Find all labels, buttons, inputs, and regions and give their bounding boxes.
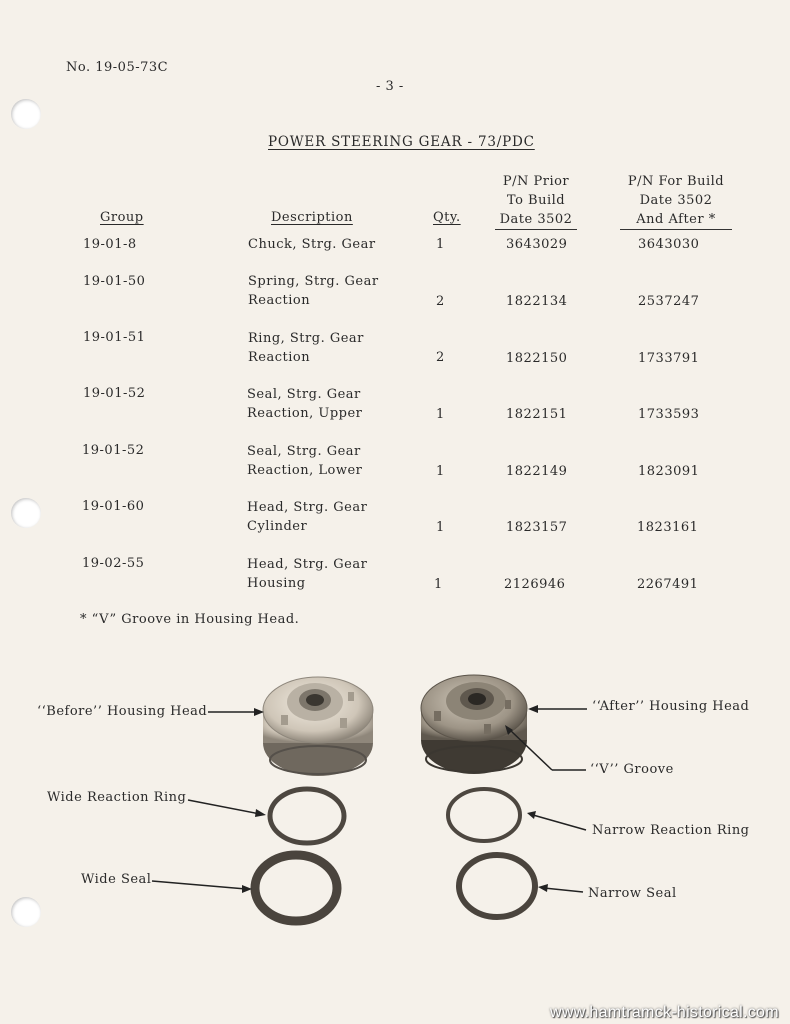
arrowhead-narrow-ring xyxy=(527,811,536,819)
cell-description-1: Ring, Strg. Gear xyxy=(248,331,364,346)
cell-group: 19-02-55 xyxy=(82,556,145,571)
cell-description-1: Head, Strg. Gear xyxy=(247,557,368,572)
cell-description-2: Reaction xyxy=(248,350,311,365)
arrow-wide-seal xyxy=(152,881,246,889)
page-number: - 3 - xyxy=(376,79,404,94)
cell-description-1: Seal, Strg. Gear xyxy=(247,444,361,459)
before-housing-head-photo xyxy=(263,677,373,776)
cell-pn-after: 3643030 xyxy=(638,237,700,252)
arrow-wide-ring xyxy=(188,800,260,814)
cell-pn-prior: 1822151 xyxy=(506,407,568,422)
cell-description-2: Housing xyxy=(247,576,306,591)
cell-description-1: Seal, Strg. Gear xyxy=(247,387,361,402)
column-header-qty: Qty. xyxy=(433,210,461,225)
table-row xyxy=(0,556,790,596)
header-after-line-3: And After * xyxy=(620,210,732,230)
arrow-narrow-ring xyxy=(533,815,586,830)
cell-group: 19-01-50 xyxy=(83,274,146,289)
header-after-line-1: P/N For Build xyxy=(627,174,725,189)
header-prior-line-2: To Build xyxy=(506,193,566,208)
cell-pn-prior: 1823157 xyxy=(506,520,568,535)
cell-pn-after: 1733791 xyxy=(638,351,700,366)
cell-pn-prior: 1822149 xyxy=(506,464,568,479)
table-row xyxy=(0,499,790,539)
watermark: www.hamtramck-historical.com xyxy=(550,1004,779,1021)
cell-pn-after: 2267491 xyxy=(637,577,699,592)
label-wide-reaction-ring: Wide Reaction Ring xyxy=(47,790,187,805)
column-header-prior xyxy=(495,172,577,230)
cell-qty: 1 xyxy=(436,464,445,479)
cell-qty: 2 xyxy=(436,294,445,309)
document-number: No. 19-05-73C xyxy=(66,60,169,75)
arrowhead-narrow-seal xyxy=(538,884,548,892)
page-title: POWER STEERING GEAR - 73/PDC xyxy=(268,134,535,150)
arrow-narrow-seal xyxy=(544,888,583,892)
cell-description-2: Cylinder xyxy=(247,519,308,534)
cell-pn-after: 1733593 xyxy=(638,407,700,422)
cell-qty: 1 xyxy=(434,577,443,592)
after-housing-head-photo xyxy=(421,675,527,774)
label-before-housing-head: ‘‘Before’’ Housing Head xyxy=(37,704,208,719)
arrowhead-wide-seal xyxy=(242,885,252,893)
cell-group: 19-01-51 xyxy=(83,330,146,345)
cell-group: 19-01-60 xyxy=(82,499,145,514)
label-v-groove: ‘‘V’’ Groove xyxy=(590,762,674,777)
column-header-group: Group xyxy=(100,210,144,225)
column-header-after xyxy=(620,172,732,230)
cell-description-2: Reaction, Lower xyxy=(247,463,363,478)
table-row xyxy=(0,237,790,277)
arrowhead-after-head xyxy=(528,705,538,713)
table-row xyxy=(0,330,790,370)
wide-reaction-ring-photo xyxy=(270,789,344,843)
header-prior-line-3: Date 3502 xyxy=(495,210,577,230)
narrow-seal-photo xyxy=(459,855,535,917)
cell-qty: 1 xyxy=(436,237,445,252)
cell-group: 19-01-52 xyxy=(82,443,145,458)
label-wide-seal: Wide Seal xyxy=(81,872,152,887)
cell-pn-after: 2537247 xyxy=(638,294,700,309)
label-narrow-seal: Narrow Seal xyxy=(588,886,677,901)
cell-description-1: Chuck, Strg. Gear xyxy=(248,237,376,252)
cell-description-1: Spring, Strg. Gear xyxy=(248,274,379,289)
column-header-description: Description xyxy=(271,210,353,225)
punch-hole-top xyxy=(11,99,41,129)
cell-pn-after: 1823091 xyxy=(638,464,700,479)
cell-group: 19-01-8 xyxy=(83,237,137,252)
narrow-reaction-ring-photo xyxy=(448,789,520,841)
cell-group: 19-01-52 xyxy=(83,386,146,401)
label-after-housing-head: ‘‘After’’ Housing Head xyxy=(592,699,750,714)
table-row xyxy=(0,386,790,426)
cell-description-2: Reaction, Upper xyxy=(247,406,363,421)
wide-seal-photo xyxy=(255,855,337,921)
header-prior-line-1: P/N Prior xyxy=(502,174,570,189)
cell-description-1: Head, Strg. Gear xyxy=(247,500,368,515)
header-after-line-2: Date 3502 xyxy=(639,193,713,208)
cell-qty: 1 xyxy=(436,520,445,535)
table-row xyxy=(0,443,790,483)
cell-pn-prior: 1822150 xyxy=(506,351,568,366)
footnote: * “V” Groove in Housing Head. xyxy=(80,612,300,627)
cell-pn-prior: 1822134 xyxy=(506,294,568,309)
arrowhead-before-head xyxy=(254,708,264,716)
label-narrow-reaction-ring: Narrow Reaction Ring xyxy=(592,823,750,838)
table-row xyxy=(0,274,790,314)
cell-pn-prior: 2126946 xyxy=(504,577,566,592)
cell-qty: 1 xyxy=(436,407,445,422)
cell-qty: 2 xyxy=(436,350,445,365)
cell-description-2: Reaction xyxy=(248,293,311,308)
cell-pn-prior: 3643029 xyxy=(506,237,568,252)
arrowhead-wide-ring xyxy=(255,809,266,817)
cell-pn-after: 1823161 xyxy=(637,520,699,535)
